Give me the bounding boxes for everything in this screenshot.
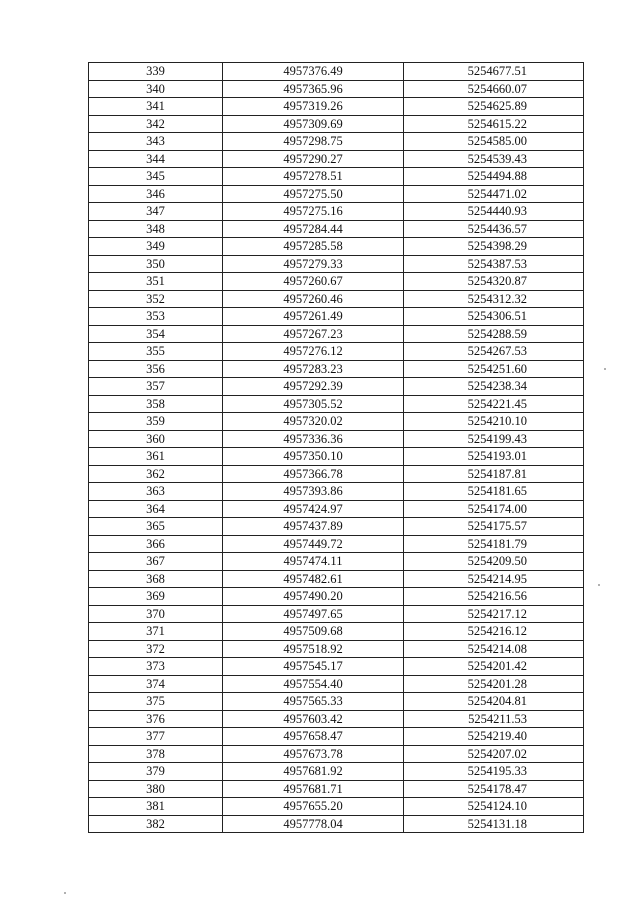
y-coordinate-cell: 5254625.89 <box>404 98 584 116</box>
x-coordinate-cell: 4957554.40 <box>223 675 404 693</box>
table-row <box>89 185 584 203</box>
y-coordinate-cell: 5254214.95 <box>404 570 584 588</box>
table-row <box>89 465 584 483</box>
table-row <box>89 535 584 553</box>
y-coordinate-cell: 5254195.33 <box>404 763 584 781</box>
x-coordinate-cell: 4957261.49 <box>223 308 404 326</box>
table-row <box>89 378 584 396</box>
point-number-cell: 345 <box>89 168 223 186</box>
table-row <box>89 518 584 536</box>
x-coordinate-cell: 4957319.26 <box>223 98 404 116</box>
x-coordinate-cell: 4957474.11 <box>223 553 404 571</box>
coordinate-table-body <box>89 63 584 833</box>
y-coordinate-cell: 5254320.87 <box>404 273 584 291</box>
point-number-cell: 375 <box>89 693 223 711</box>
table-row <box>89 360 584 378</box>
x-coordinate-cell: 4957292.39 <box>223 378 404 396</box>
x-coordinate-cell: 4957673.78 <box>223 745 404 763</box>
point-number-cell: 342 <box>89 115 223 133</box>
table-row <box>89 588 584 606</box>
point-number-cell: 372 <box>89 640 223 658</box>
y-coordinate-cell: 5254217.12 <box>404 605 584 623</box>
y-coordinate-cell: 5254209.50 <box>404 553 584 571</box>
x-coordinate-cell: 4957336.36 <box>223 430 404 448</box>
x-coordinate-cell: 4957320.02 <box>223 413 404 431</box>
point-number-cell: 352 <box>89 290 223 308</box>
x-coordinate-cell: 4957260.46 <box>223 290 404 308</box>
x-coordinate-cell: 4957275.16 <box>223 203 404 221</box>
x-coordinate-cell: 4957565.33 <box>223 693 404 711</box>
table-row <box>89 150 584 168</box>
table-row <box>89 255 584 273</box>
point-number-cell: 363 <box>89 483 223 501</box>
point-number-cell: 347 <box>89 203 223 221</box>
table-row <box>89 658 584 676</box>
point-number-cell: 361 <box>89 448 223 466</box>
table-row <box>89 745 584 763</box>
y-coordinate-cell: 5254238.34 <box>404 378 584 396</box>
table-row <box>89 553 584 571</box>
point-number-cell: 359 <box>89 413 223 431</box>
y-coordinate-cell: 5254539.43 <box>404 150 584 168</box>
point-number-cell: 369 <box>89 588 223 606</box>
x-coordinate-cell: 4957658.47 <box>223 728 404 746</box>
x-coordinate-cell: 4957284.44 <box>223 220 404 238</box>
point-number-cell: 370 <box>89 605 223 623</box>
table-row <box>89 220 584 238</box>
point-number-cell: 348 <box>89 220 223 238</box>
y-coordinate-cell: 5254306.51 <box>404 308 584 326</box>
table-row <box>89 290 584 308</box>
x-coordinate-cell: 4957276.12 <box>223 343 404 361</box>
y-coordinate-cell: 5254193.01 <box>404 448 584 466</box>
point-number-cell: 371 <box>89 623 223 641</box>
point-number-cell: 380 <box>89 780 223 798</box>
x-coordinate-cell: 4957260.67 <box>223 273 404 291</box>
table-row <box>89 763 584 781</box>
x-coordinate-cell: 4957393.86 <box>223 483 404 501</box>
table-row <box>89 605 584 623</box>
x-coordinate-cell: 4957778.04 <box>223 815 404 833</box>
table-row <box>89 500 584 518</box>
point-number-cell: 351 <box>89 273 223 291</box>
point-number-cell: 341 <box>89 98 223 116</box>
table-row <box>89 413 584 431</box>
point-number-cell: 379 <box>89 763 223 781</box>
x-coordinate-cell: 4957350.10 <box>223 448 404 466</box>
table-row <box>89 133 584 151</box>
table-row <box>89 693 584 711</box>
y-coordinate-cell: 5254214.08 <box>404 640 584 658</box>
y-coordinate-cell: 5254312.32 <box>404 290 584 308</box>
y-coordinate-cell: 5254201.28 <box>404 675 584 693</box>
y-coordinate-cell: 5254660.07 <box>404 80 584 98</box>
x-coordinate-cell: 4957490.20 <box>223 588 404 606</box>
x-coordinate-cell: 4957278.51 <box>223 168 404 186</box>
x-coordinate-cell: 4957365.96 <box>223 80 404 98</box>
x-coordinate-cell: 4957275.50 <box>223 185 404 203</box>
table-row <box>89 430 584 448</box>
y-coordinate-cell: 5254201.42 <box>404 658 584 676</box>
x-coordinate-cell: 4957366.78 <box>223 465 404 483</box>
y-coordinate-cell: 5254174.00 <box>404 500 584 518</box>
point-number-cell: 381 <box>89 798 223 816</box>
y-coordinate-cell: 5254211.53 <box>404 710 584 728</box>
y-coordinate-cell: 5254267.53 <box>404 343 584 361</box>
point-number-cell: 356 <box>89 360 223 378</box>
y-coordinate-cell: 5254471.02 <box>404 185 584 203</box>
point-number-cell: 378 <box>89 745 223 763</box>
y-coordinate-cell: 5254436.57 <box>404 220 584 238</box>
point-number-cell: 366 <box>89 535 223 553</box>
point-number-cell: 357 <box>89 378 223 396</box>
x-coordinate-cell: 4957497.65 <box>223 605 404 623</box>
table-row <box>89 448 584 466</box>
table-row <box>89 483 584 501</box>
x-coordinate-cell: 4957267.23 <box>223 325 404 343</box>
coordinate-table <box>88 62 584 833</box>
table-row <box>89 238 584 256</box>
x-coordinate-cell: 4957424.97 <box>223 500 404 518</box>
point-number-cell: 355 <box>89 343 223 361</box>
y-coordinate-cell: 5254187.81 <box>404 465 584 483</box>
x-coordinate-cell: 4957509.68 <box>223 623 404 641</box>
x-coordinate-cell: 4957376.49 <box>223 63 404 81</box>
x-coordinate-cell: 4957518.92 <box>223 640 404 658</box>
y-coordinate-cell: 5254124.10 <box>404 798 584 816</box>
point-number-cell: 368 <box>89 570 223 588</box>
table-row <box>89 798 584 816</box>
point-number-cell: 349 <box>89 238 223 256</box>
scan-speck <box>64 892 66 894</box>
y-coordinate-cell: 5254181.65 <box>404 483 584 501</box>
table-row <box>89 115 584 133</box>
point-number-cell: 340 <box>89 80 223 98</box>
table-row <box>89 308 584 326</box>
table-row <box>89 395 584 413</box>
x-coordinate-cell: 4957285.58 <box>223 238 404 256</box>
scan-speck <box>598 584 600 586</box>
y-coordinate-cell: 5254615.22 <box>404 115 584 133</box>
x-coordinate-cell: 4957298.75 <box>223 133 404 151</box>
point-number-cell: 353 <box>89 308 223 326</box>
y-coordinate-cell: 5254178.47 <box>404 780 584 798</box>
point-number-cell: 354 <box>89 325 223 343</box>
y-coordinate-cell: 5254199.43 <box>404 430 584 448</box>
x-coordinate-cell: 4957309.69 <box>223 115 404 133</box>
table-row <box>89 63 584 81</box>
x-coordinate-cell: 4957681.71 <box>223 780 404 798</box>
scan-speck <box>604 368 606 370</box>
x-coordinate-cell: 4957437.89 <box>223 518 404 536</box>
y-coordinate-cell: 5254387.53 <box>404 255 584 273</box>
x-coordinate-cell: 4957603.42 <box>223 710 404 728</box>
point-number-cell: 377 <box>89 728 223 746</box>
point-number-cell: 358 <box>89 395 223 413</box>
x-coordinate-cell: 4957290.27 <box>223 150 404 168</box>
table-row <box>89 728 584 746</box>
table-row <box>89 273 584 291</box>
point-number-cell: 362 <box>89 465 223 483</box>
table-row <box>89 80 584 98</box>
x-coordinate-cell: 4957279.33 <box>223 255 404 273</box>
y-coordinate-cell: 5254251.60 <box>404 360 584 378</box>
y-coordinate-cell: 5254207.02 <box>404 745 584 763</box>
y-coordinate-cell: 5254288.59 <box>404 325 584 343</box>
point-number-cell: 343 <box>89 133 223 151</box>
point-number-cell: 365 <box>89 518 223 536</box>
point-number-cell: 346 <box>89 185 223 203</box>
table-row <box>89 815 584 833</box>
x-coordinate-cell: 4957283.23 <box>223 360 404 378</box>
table-row <box>89 168 584 186</box>
y-coordinate-cell: 5254131.18 <box>404 815 584 833</box>
point-number-cell: 344 <box>89 150 223 168</box>
x-coordinate-cell: 4957305.52 <box>223 395 404 413</box>
point-number-cell: 382 <box>89 815 223 833</box>
point-number-cell: 360 <box>89 430 223 448</box>
y-coordinate-cell: 5254175.57 <box>404 518 584 536</box>
table-row <box>89 710 584 728</box>
table-row <box>89 343 584 361</box>
table-row <box>89 570 584 588</box>
y-coordinate-cell: 5254181.79 <box>404 535 584 553</box>
point-number-cell: 376 <box>89 710 223 728</box>
x-coordinate-cell: 4957655.20 <box>223 798 404 816</box>
y-coordinate-cell: 5254216.56 <box>404 588 584 606</box>
x-coordinate-cell: 4957482.61 <box>223 570 404 588</box>
table-row <box>89 325 584 343</box>
x-coordinate-cell: 4957449.72 <box>223 535 404 553</box>
y-coordinate-cell: 5254221.45 <box>404 395 584 413</box>
table-row <box>89 623 584 641</box>
table-row <box>89 98 584 116</box>
y-coordinate-cell: 5254494.88 <box>404 168 584 186</box>
table-row <box>89 780 584 798</box>
point-number-cell: 339 <box>89 63 223 81</box>
point-number-cell: 350 <box>89 255 223 273</box>
table-row <box>89 203 584 221</box>
x-coordinate-cell: 4957681.92 <box>223 763 404 781</box>
x-coordinate-cell: 4957545.17 <box>223 658 404 676</box>
y-coordinate-cell: 5254210.10 <box>404 413 584 431</box>
y-coordinate-cell: 5254204.81 <box>404 693 584 711</box>
point-number-cell: 374 <box>89 675 223 693</box>
y-coordinate-cell: 5254440.93 <box>404 203 584 221</box>
y-coordinate-cell: 5254677.51 <box>404 63 584 81</box>
y-coordinate-cell: 5254219.40 <box>404 728 584 746</box>
y-coordinate-cell: 5254398.29 <box>404 238 584 256</box>
point-number-cell: 364 <box>89 500 223 518</box>
point-number-cell: 373 <box>89 658 223 676</box>
y-coordinate-cell: 5254216.12 <box>404 623 584 641</box>
point-number-cell: 367 <box>89 553 223 571</box>
table-row <box>89 675 584 693</box>
table-row <box>89 640 584 658</box>
y-coordinate-cell: 5254585.00 <box>404 133 584 151</box>
